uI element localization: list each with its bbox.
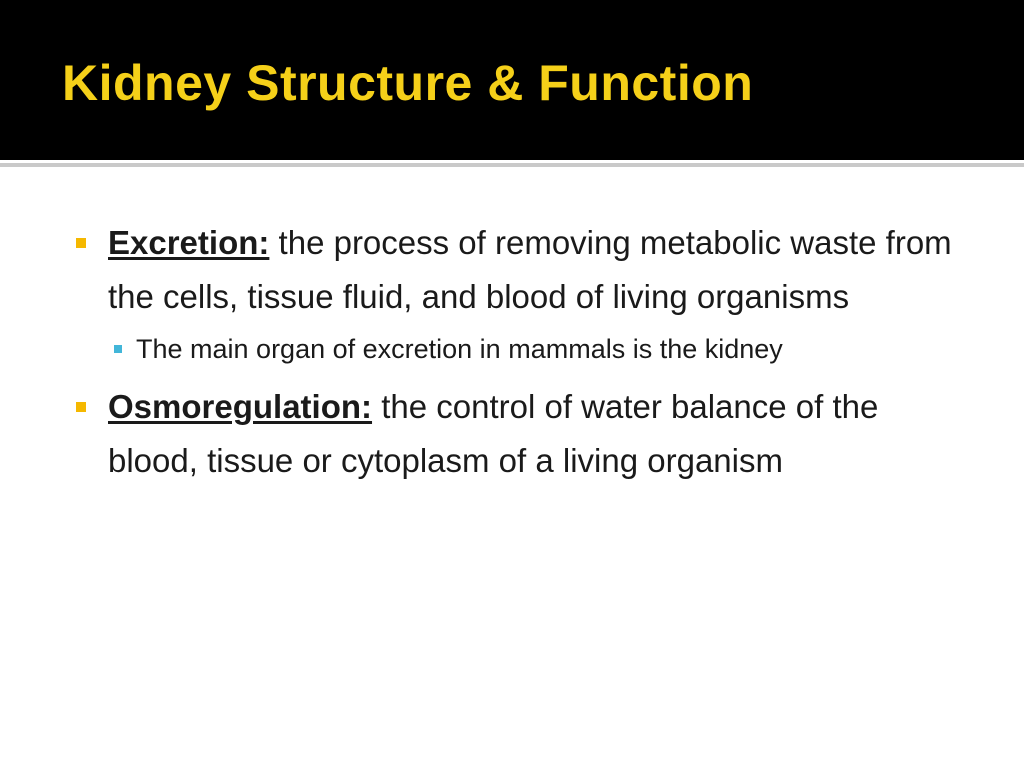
bullet-term: Osmoregulation: bbox=[108, 388, 373, 425]
small-square-bullet-icon bbox=[114, 345, 122, 353]
bullet-term: Excretion: bbox=[108, 224, 270, 261]
slide-body bbox=[76, 216, 976, 488]
bullet-text: the process of removing metabolic waste from the cells, tissue fluid, and blood of living organisms bbox=[108, 224, 952, 315]
sub-bullet-kidney bbox=[108, 326, 936, 372]
slide-title: Kidney Structure & Function bbox=[62, 55, 754, 111]
square-bullet-icon bbox=[76, 402, 86, 412]
title-bar bbox=[0, 0, 1024, 160]
bullet-osmoregulation bbox=[76, 380, 976, 488]
bullet-excretion bbox=[76, 216, 976, 324]
square-bullet-icon bbox=[76, 238, 86, 248]
bullet-text: the control of water balance of the blood, tissue or cytoplasm of a living organism bbox=[108, 388, 879, 479]
sub-bullet-text: The main organ of excretion in mammals is the kidney bbox=[136, 334, 783, 364]
title-divider bbox=[0, 163, 1024, 167]
